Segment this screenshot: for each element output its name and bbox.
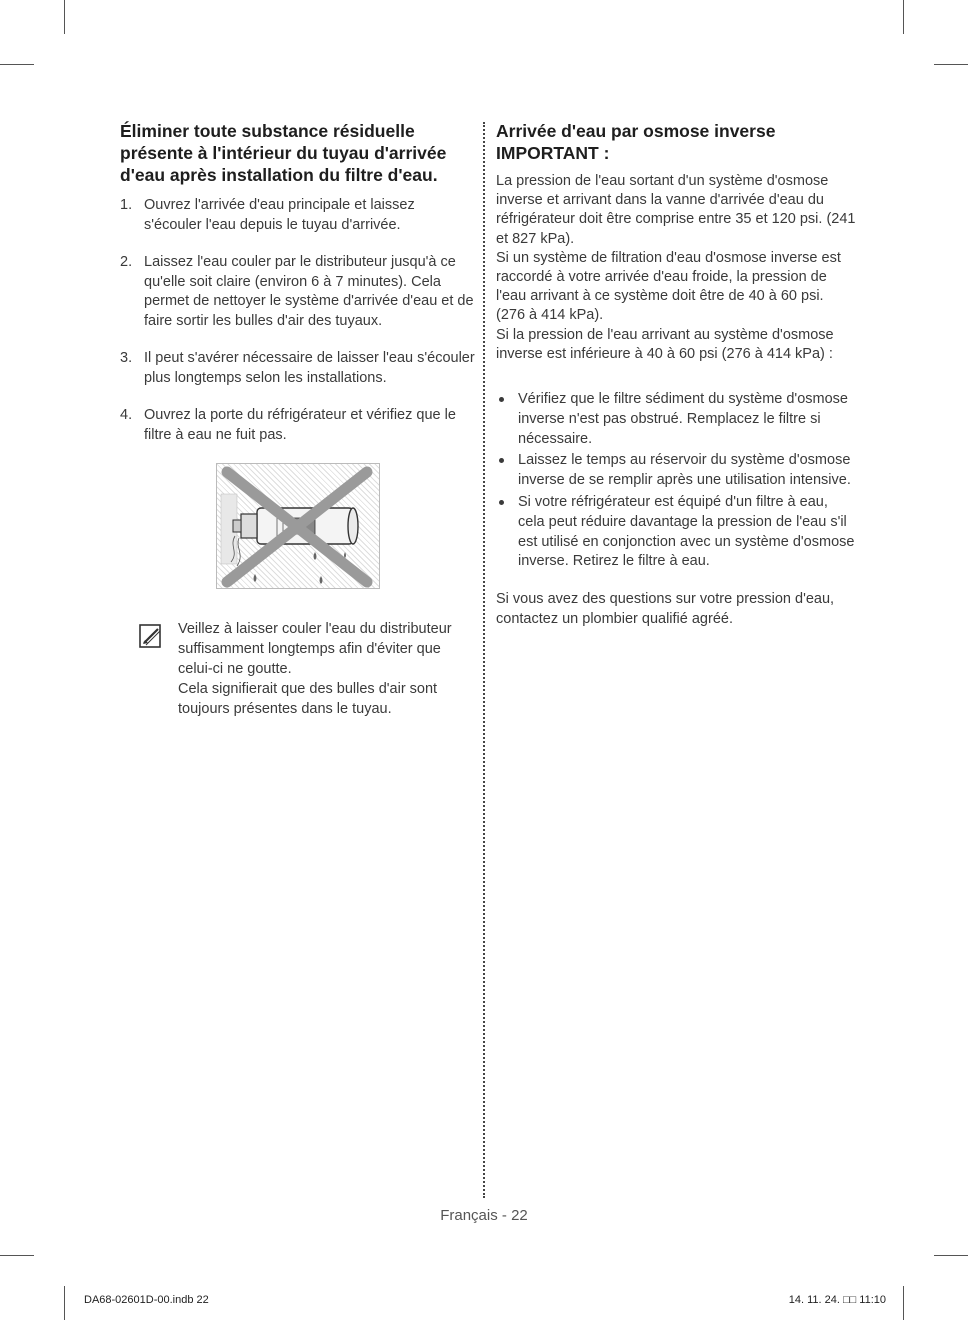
right-column bbox=[496, 120, 856, 644]
list-item bbox=[120, 253, 476, 331]
note-block bbox=[120, 619, 476, 719]
crop-mark bbox=[64, 0, 65, 34]
list-item: Si votre réfrigérateur est équipé d'un filtre à eau, cela peut réduire davantage la pression de l'eau s'il est utilisé en conjonction avec un système d'osmose inverse. Retirez le filtre à eau. bbox=[496, 493, 856, 572]
section-heading: Arrivée d'eau par osmose inverse bbox=[496, 121, 776, 141]
crossed-filter-icon bbox=[217, 464, 379, 588]
crop-mark bbox=[903, 1286, 904, 1320]
page-number: Français - 22 bbox=[440, 1207, 528, 1224]
column-divider bbox=[483, 122, 485, 1198]
print-file-name: DA68-02601D-00.indb 22 bbox=[84, 1294, 209, 1306]
section-body bbox=[496, 172, 856, 364]
crop-mark bbox=[934, 1255, 968, 1256]
step-number: 4. bbox=[120, 407, 133, 423]
step-text: Ouvrez l'arrivée d'eau principale et laissez s'écouler l'eau depuis le tuyau d'arrivée. bbox=[144, 197, 415, 233]
paragraph: La pression de l'eau sortant d'un système d'osmose inverse et arrivant dans la vanne d'arrivée d'eau du réfrigérateur doit être comprise entre 35 et 120 psi. (241 et 827 kPa). bbox=[496, 173, 856, 247]
step-text: Laissez l'eau couler par le distributeur jusqu'à ce qu'elle soit claire (environ 6 à 7 minutes). Cela permet de nettoyer le système d'arrivée d'eau et de faire sortir les bulles d'air des tuyaux. bbox=[144, 254, 474, 329]
important-heading: IMPORTANT : bbox=[496, 143, 610, 163]
list-item bbox=[120, 406, 476, 445]
left-column bbox=[120, 120, 476, 719]
closing-paragraph: Si vous avez des questions sur votre pression d'eau, contactez un plombier qualifié agréé. bbox=[496, 591, 835, 627]
step-number: 3. bbox=[120, 350, 133, 366]
crop-mark bbox=[934, 64, 968, 65]
leaking-filter-illustration bbox=[216, 463, 380, 589]
step-text: Il peut s'avérer nécessaire de laisser l'eau s'écouler plus longtemps selon les installations. bbox=[144, 350, 475, 386]
steps-list bbox=[120, 196, 476, 445]
note-text: Veillez à laisser couler l'eau du distributeur suffisamment longtemps afin d'éviter que celui-ci ne goutte. bbox=[178, 621, 452, 677]
list-item: Vérifiez que le filtre sédiment du système d'osmose inverse n'est pas obstrué. Remplacez le filtre si nécessaire. bbox=[496, 390, 856, 449]
crop-mark bbox=[903, 0, 904, 34]
step-number: 2. bbox=[120, 254, 133, 270]
step-number: 1. bbox=[120, 197, 133, 213]
step-text: Ouvrez la porte du réfrigérateur et vérifiez que le filtre à eau ne fuit pas. bbox=[144, 407, 456, 443]
paragraph: Si un système de filtration d'eau d'osmose inverse est raccordé à votre arrivée d'eau froide, la pression de l'eau arrivant à ce système doit être de 40 à 60 psi. (276 à 414 kPa). bbox=[496, 249, 841, 324]
section-heading: Éliminer toute substance résiduelle présente à l'intérieur du tuyau d'arrivée d'eau après installation du filtre d'eau. bbox=[120, 121, 447, 185]
crop-mark bbox=[64, 1286, 65, 1320]
crop-mark bbox=[0, 64, 34, 65]
list-item bbox=[120, 196, 476, 235]
note-pencil-icon bbox=[138, 623, 164, 651]
bullet-list bbox=[496, 390, 856, 572]
print-timestamp: 14. 11. 24. □□ 11:10 bbox=[788, 1294, 886, 1306]
list-item: Laissez le temps au réservoir du système d'osmose inverse de se remplir après une utilisation intensive. bbox=[496, 451, 856, 491]
paragraph: Si la pression de l'eau arrivant au système d'osmose inverse est inférieure à 40 à 60 psi (276 à 414 kPa) : bbox=[496, 326, 834, 362]
note-text: Cela signifierait que des bulles d'air sont toujours présentes dans le tuyau. bbox=[178, 681, 438, 717]
list-item bbox=[120, 349, 476, 388]
crop-mark bbox=[0, 1255, 34, 1256]
